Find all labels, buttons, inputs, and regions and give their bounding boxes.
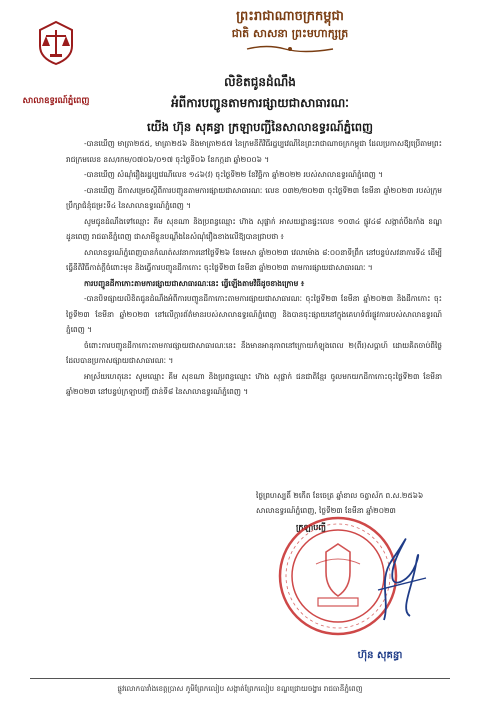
issuer-line: យើង ហ៊ុន សុគន្ធា ក្រឡាបញ្ជីនៃសាលាឧទ្ធរណ៍ភ្នំពេញ bbox=[146, 120, 373, 134]
notice-title-block bbox=[90, 74, 430, 136]
court-emblem-icon bbox=[32, 18, 80, 66]
footer-address: ផ្លូវលោកបារាំងខេត្តប្រាស ភូមិព្រែកលៀប សង្កាត់ព្រែកលៀប ខណ្ឌជ្រោយចង្វារ រាជធានីភ្នំពេញ bbox=[117, 684, 363, 693]
paragraph-addressees: សូមជូនដំណឹងទៅឈ្មោះ គីម សុខណា និងប្រពន្ធឈ្មោះ ហ៊ាង សុផ្លាក់ អាសយដ្ឋានផ្ទះលេខ ១០៣៤ ផ្លូវ៤៨ សង្កាត់បឹងកាំង ខណ្ឌដូនពេញ រាជធានីភ្នំពេញ ជាសាមីខ្លួនបណ្ដឹងនៃសំណុំរឿងខាងលើឱ្យបានជ្រាបថា ៖ bbox=[66, 216, 442, 241]
national-header bbox=[180, 8, 400, 54]
signer-title: ក្រឡាបញ្ជី bbox=[296, 523, 326, 532]
signer-name: ហ៊ុន សុគន្ធា bbox=[357, 650, 403, 661]
notice-title: លិខិតជូនដំណឹង bbox=[224, 75, 296, 89]
notice-subtitle: អំពីការបញ្ជូនតាមការផ្សាយជាសាធារណៈ bbox=[171, 96, 349, 110]
national-motto: ជាតិ សាសនា ព្រះមហាក្សត្រ bbox=[231, 27, 349, 40]
paragraph-case-file: -បានឃើញ សំណុំរឿងរដ្ឋប្បវេណីលេខ ១៤៦(វ) ចុះថ្ងៃទី២២ ខែវិច្ឆិកា ឆ្នាំ២០២២ របស់សាលាឧទ្ធរណ៍ភ្នំពេញ ។ bbox=[84, 170, 384, 179]
paragraph-request: អាស្រ័យហេតុនេះ សូមឈ្មោះ គីម សុខណា និងប្រពន្ធឈ្មោះ ហ៊ាង សុផ្លាក់ ជនជាតិខ្មែរ ចូលមកយកដីកាកោះចុះថ្ងៃទី២៣ ខែមីនា ឆ្នាំ២០២៣ នៅបន្ទប់ក្រឡាបញ្ជី ជាន់ទី៨ នៃសាលាឧទ្ធរណ៍ភ្នំពេញ ។ bbox=[66, 371, 442, 396]
paragraph-court-decision: -បានឃើញ ដីកាសម្រេចស្ដីពីការបញ្ជូនតាមការផ្សាយជាសាធារណៈ លេខ ០៣២/២០២៣ ចុះថ្ងៃទី២៣ ខែមីនា ឆ្នាំ២០២៣ របស់ក្រុមប្រឹក្សាជំនុំជម្រះទី៤ នៃសាលាឧទ្ធរណ៍ភ្នំពេញ ។ bbox=[66, 185, 442, 210]
notice-body bbox=[66, 136, 442, 400]
paragraph-hearing: សាលាឧទ្ធរណ៍ភ្នំពេញបានកំណត់សវនាការនៅថ្ងៃទី២៦ ខែមេសា ឆ្នាំ២០២៣ វេលាម៉ោង ៨:០០នាទីព្រឹក នៅបន្ទប់សវនាការទី៤ ដើម្បីធ្វើនីតិវិធីកាត់ក្ដីចំពោះមុខ និងធ្វើការបញ្ជូនដីកាកោះ ចុះថ្ងៃទី២៣ ខែមីនា ឆ្នាំ២០២៣ តាមការផ្សាយជាសាធារណៈ ។ bbox=[66, 247, 442, 272]
lunar-date: ថ្ងៃព្រហស្បតិ៍ ២កើត ខែចេត្រ ឆ្នាំខាល ចត្វាស័ក ព.ស.២៥៦៦ bbox=[256, 491, 424, 500]
paragraph-legal-basis: -បានឃើញ មាត្រា២៥៥, មាត្រា២៥៦ និងមាត្រា២៥៧ នៃក្រមនីតិវិធីរដ្ឋប្បវេណីនៃព្រះរាជាណាចក្រកម្ពុជា ដែលប្រកាសឱ្យប្រើតាមព្រះរាជក្រមលេខ នស/រកម/០៧០៦/០១៧ ចុះថ្ងៃទី០៦ ខែកក្កដា ឆ្នាំ២០០៦ ។ bbox=[66, 139, 442, 164]
court-name-label: សាលាឧទ្ធរណ៍ភ្នំពេញ bbox=[22, 96, 90, 106]
paragraph-method-heading: ការបញ្ជូនដីកាកោះតាមការផ្សាយជាសាធារណៈនេះ ធ្វើឡើងតាមវិធីដូចខាងក្រោម ៖ bbox=[84, 278, 305, 288]
handwritten-signature-icon bbox=[370, 520, 430, 630]
kingdom-title: ព្រះរាជាណាចក្រកម្ពុជា bbox=[236, 9, 344, 24]
ornament-divider-icon bbox=[180, 44, 400, 54]
paragraph-publication: -បានបិទផ្សាយលិខិតជូនដំណឹងអំពីការបញ្ជូនដីកាកោះតាមការផ្សាយជាសាធារណៈ ចុះថ្ងៃទី២៣ ខែមីនា ឆ្នាំ២០២៣ និងដីកាកោះ ចុះថ្ងៃទី២៣ ខែមីនា ឆ្នាំ២០២៣ នៅលើក្ដារព័ត៌មានរបស់សាលាឧទ្ធរណ៍ភ្នំពេញ និងបានចុះផ្សាយនៅក្នុងគេហទំព័រផ្លូវការរបស់សាលាឧទ្ធរណ៍ភ្នំពេញ ។ bbox=[66, 294, 442, 334]
footer-divider bbox=[30, 678, 450, 679]
paragraph-effect: ចំពោះការបញ្ជូនដីកាកោះតាមការផ្សាយជាសាធារណៈនេះ នឹងមានអានុភាពនៅក្រោយកំឡុងពេល ២(ពីរ)សប្ដាហ៍ ដោយគិតចាប់ពីថ្ងៃដែលបានប្រកាសផ្សាយជាសាធារណៈ ។ bbox=[66, 340, 442, 365]
solar-date: សាលាឧទ្ធរណ៍ភ្នំពេញ, ថ្ងៃទី២៣ ខែមីនា ឆ្នាំ២០២៣ bbox=[256, 506, 396, 515]
